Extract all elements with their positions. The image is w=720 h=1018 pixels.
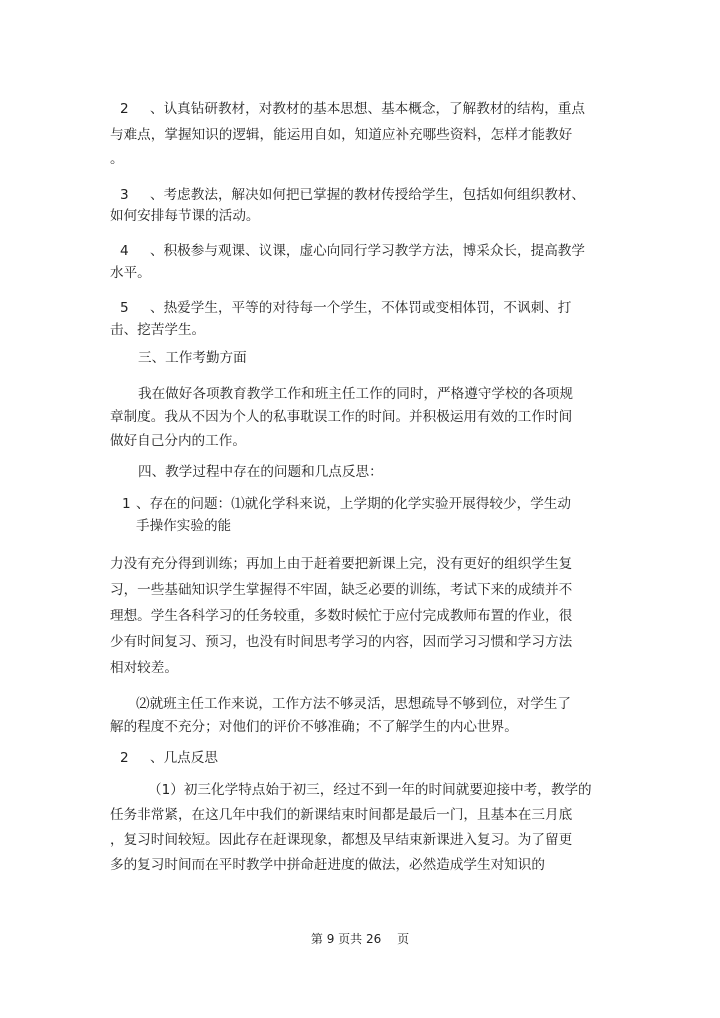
section-3-line-3: 做好自己分内的工作。 (110, 433, 246, 449)
reflection-heading: 2 、几点反思 (120, 750, 218, 766)
problem-cont-5: 相对较差。 (110, 660, 178, 676)
problem-cont-2: 习，一些基础知识学生掌握得不牢固，缺乏必要的训练，考试下来的成绩并不 (110, 582, 573, 598)
item-number: 2 (120, 750, 129, 766)
problem-line-2: 手操作实验的能 (136, 518, 232, 534)
class-teacher-line-2: 解的程度不充分；对他们的评价不够准确；不了解学生的内心世界。 (110, 719, 518, 735)
reflection-line-2: 任务非常紧，在这几年中我们的新课结束时间都是最后一门，且基本在三月底 (110, 807, 573, 823)
item-2-line-2: 与难点，掌握知识的逻辑，能运用自如，知道应补充哪些资料，怎样才能教好 (110, 127, 573, 143)
item-3-line-1: 3 、考虑教法，解决如何把已掌握的教材传授给学生，包括如何组织教材、 (120, 187, 585, 203)
item-4-line-1: 4 、积极参与观课、议课，虚心向同行学习教学方法，博采众长，提高教学 (120, 243, 585, 259)
section-4-heading: 四、教学过程中存在的问题和几点反思： (138, 464, 383, 480)
item-3-line-2: 如何安排每节课的活动。 (110, 208, 260, 224)
problem-line-1: 1 、存在的问题：⑴就化学科来说，上学期的化学实验开展得较少，学生动 (122, 496, 571, 512)
reflection-line-4: 多的复习时间而在平时教学中拼命赶进度的做法，必然造成学生对知识的 (110, 857, 545, 873)
problem-cont-4: 少有时间复习、预习，也没有时间思考学习的内容，因而学习习惯和学习方法 (110, 634, 573, 650)
section-3-line-1: 我在做好各项教育教学工作和班主任工作的同时，严格遵守学校的各项规 (138, 386, 573, 402)
reflection-line-3: ，复习时间较短。因此存在赶课现象，都想及早结束新课进入复习。为了留更 (110, 832, 573, 848)
item-number: 3 (120, 187, 129, 203)
item-5-line-2: 击、挖苦学生。 (110, 322, 206, 338)
section-3-heading: 三、工作考勤方面 (138, 350, 247, 366)
class-teacher-line-1: ⑵就班主任工作来说，工作方法不够灵活，思想疏导不够到位，对学生了 (136, 696, 571, 712)
page-footer: 第 9 页共 26 页 (310, 932, 410, 946)
item-5-line-1: 5 、热爱学生，平等的对待每一个学生，不体罚或变相体罚，不讽刺、打 (120, 300, 572, 316)
section-3-line-2: 章制度。我从不因为个人的私事耽误工作的时间。并积极运用有效的工作时间 (110, 409, 573, 425)
item-number: 2 (120, 101, 129, 117)
item-4-line-2: 水平。 (110, 265, 151, 281)
item-number: 1 (122, 496, 131, 512)
problem-cont-1: 力没有充分得到训练；再加上由于赶着要把新课上完，没有更好的组织学生复 (110, 556, 573, 572)
reflection-line-1: （1）初三化学特点始于初三，经过不到一年的时间就要迎接中考，教学的 (148, 782, 592, 798)
problem-cont-3: 理想。学生各科学习的任务较重，多数时候忙于应付完成教师布置的作业，很 (110, 608, 573, 624)
item-2-line-1: 2 、认真钻研教材，对教材的基本思想、基本概念，了解教材的结构，重点 (120, 101, 585, 117)
item-2-line-3: 。 (110, 151, 124, 167)
item-number: 4 (120, 243, 129, 259)
item-number: 5 (120, 300, 129, 316)
